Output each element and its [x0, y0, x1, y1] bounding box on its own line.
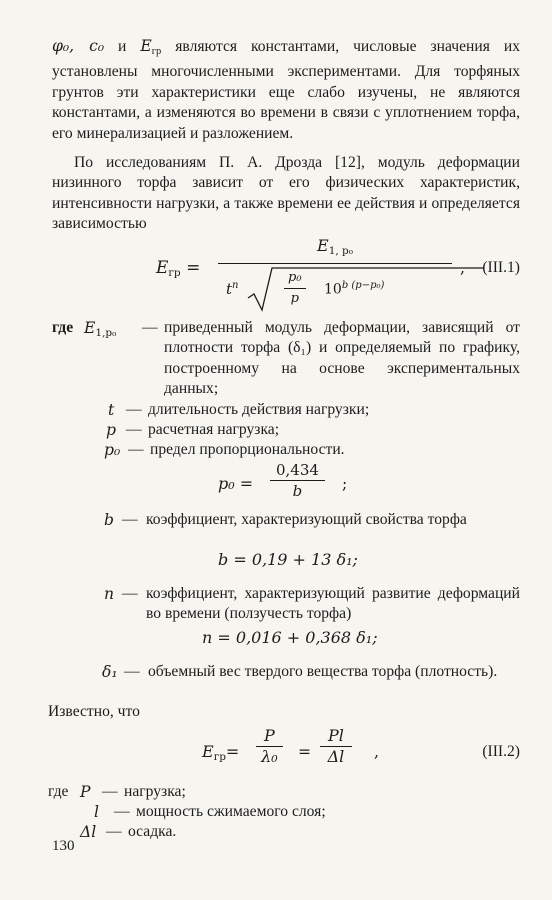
lead-symbols: φ₀, c₀: [52, 37, 105, 55]
eqp0-denominator: b: [292, 482, 303, 501]
def-E-dash: —: [142, 319, 158, 336]
def-p-dash: —: [126, 421, 142, 438]
eq2-den2: Δl: [327, 747, 345, 767]
def-delta-symbol: δ₁: [102, 663, 118, 681]
def-n-text: коэффициент, характеризующий развитие деформаций во времени (ползучесть торфа): [146, 585, 520, 623]
eq1-number: (III.1): [482, 259, 520, 276]
equation-b: [52, 550, 520, 574]
definition-delta: [52, 662, 520, 702]
eq1-lhs: E: [156, 258, 169, 278]
lead-E: E: [140, 37, 152, 55]
equation-III-2: [52, 726, 520, 778]
eq1-inner-num: p₀: [284, 268, 306, 289]
paragraph-2: По исследованиям П. А. Дрозда [12], модуль деформации низинного торфа зависит от его физических характеристик, интенсивности нагрузки, а также времени ее действия и определяется зависимостью: [52, 154, 520, 233]
known-text: Известно, что: [48, 703, 140, 720]
def-dl-dash: —: [106, 823, 122, 840]
def-n-dash: —: [122, 585, 138, 602]
eq1-den-t: t: [226, 280, 233, 298]
def-b-dash: —: [122, 511, 138, 528]
def-p0-dash: —: [128, 441, 144, 458]
eq2-fraction-1: [256, 726, 283, 768]
definition-delta-l: [52, 822, 520, 842]
def-p-symbol: p: [106, 421, 116, 439]
definition-l: [52, 802, 520, 822]
equation-p0: [52, 460, 520, 510]
def-E-symbol: E: [84, 319, 96, 337]
eq1-equals: =: [186, 258, 201, 278]
eq1-numerator: E: [317, 236, 329, 255]
definition-t: [52, 400, 520, 420]
definition-E1p0: [52, 318, 520, 400]
eq2-den1: λ₀: [261, 747, 278, 767]
def-b-symbol: b: [104, 511, 114, 529]
eq2-num1: P: [256, 726, 283, 747]
eqp0-lhs: p₀: [218, 474, 235, 493]
eq1-ten-exp: b (p−p₀): [341, 280, 385, 291]
def-p0-text: предел пропорциональности.: [150, 441, 345, 458]
def-lead-gde: где: [52, 319, 74, 336]
def-t-text: длительность действия нагрузки;: [148, 401, 370, 418]
def-b-text: коэффициент, характеризующий свойства торфа: [146, 511, 467, 528]
eq2-lhs: E: [202, 742, 214, 761]
def-p-text: расчетная нагрузка;: [148, 421, 280, 438]
def-P-text: нагрузка;: [124, 783, 186, 800]
eq1-inner-den: p: [290, 291, 299, 307]
eq1-numerator-sub: 1, p₀: [328, 245, 353, 257]
eq1-inner-fraction: [284, 268, 306, 310]
eq1-ten: 10: [324, 281, 342, 298]
eq1-trail: ,: [460, 259, 465, 277]
definition-P: [48, 782, 520, 802]
paragraph-1: [52, 36, 520, 144]
eqp0-numerator: 0,434: [270, 460, 325, 481]
def-dl-text: осадка.: [128, 823, 177, 840]
def-delta-text: объемный вес твердого вещества торфа (плотность).: [148, 663, 498, 680]
eqp0-fraction: [270, 460, 325, 502]
eqp0-trail: ;: [342, 475, 348, 493]
def-delta-dash: —: [124, 663, 140, 680]
definition-n: [52, 584, 520, 624]
def-t-dash: —: [126, 401, 142, 418]
eq2-fraction-2: [320, 726, 352, 768]
def-E-sub: 1,p₀: [95, 327, 117, 339]
def-P-symbol: P: [80, 783, 91, 801]
def-P-dash: —: [102, 783, 118, 800]
eq2-lhs-sub: гр: [213, 751, 226, 763]
equation-III-1: [52, 236, 520, 314]
eq2-equals1: =: [225, 742, 240, 761]
eqb-text: b = 0,19 + 13 δ₁;: [218, 550, 358, 569]
eqp0-equals: =: [239, 474, 254, 493]
page-number: 130: [52, 838, 75, 854]
eq2-number: (III.2): [482, 743, 520, 760]
eq2-equals2: =: [298, 743, 312, 761]
def-t-symbol: t: [108, 401, 115, 419]
eq1-lhs-sub: гр: [168, 267, 181, 279]
definition-p: [52, 420, 520, 440]
eq1-den-t-exp: n: [232, 280, 239, 291]
lead-E-sub: гр: [151, 46, 162, 57]
def-p0-symbol: p₀: [104, 441, 121, 459]
definition-p0: [52, 440, 520, 460]
def2-lead-gde: где: [48, 783, 69, 800]
def-l-symbol: l: [94, 803, 99, 821]
def-dl-symbol: Δl: [80, 823, 97, 841]
def-l-text: мощность сжимаемого слоя;: [136, 803, 326, 820]
definition-b: [52, 510, 520, 550]
eq2-trail: ,: [374, 743, 379, 761]
def-l-dash: —: [114, 803, 130, 820]
eq2-num2: Pl: [320, 726, 352, 747]
def-n-symbol: n: [104, 585, 115, 603]
lead-and: и: [104, 38, 141, 55]
eqn-text: n = 0,016 + 0,368 δ₁;: [202, 628, 378, 647]
def-E-text: приведенный модуль деформации, зависящий от плотности торфа (δ₁) и определяемый по графику, построенному на основе экспериментальных данных;: [164, 319, 520, 398]
paragraph-1-text: являются константами, числовые значения их установлены многочисленными экспериментами. Для торфяных грунтов эти характеристики еще слабо изучены, не являются константами, а изменяются во времени в связи с уплотнением торфа, его минерализацией и разложением.: [52, 38, 520, 142]
equation-n: [52, 628, 520, 652]
